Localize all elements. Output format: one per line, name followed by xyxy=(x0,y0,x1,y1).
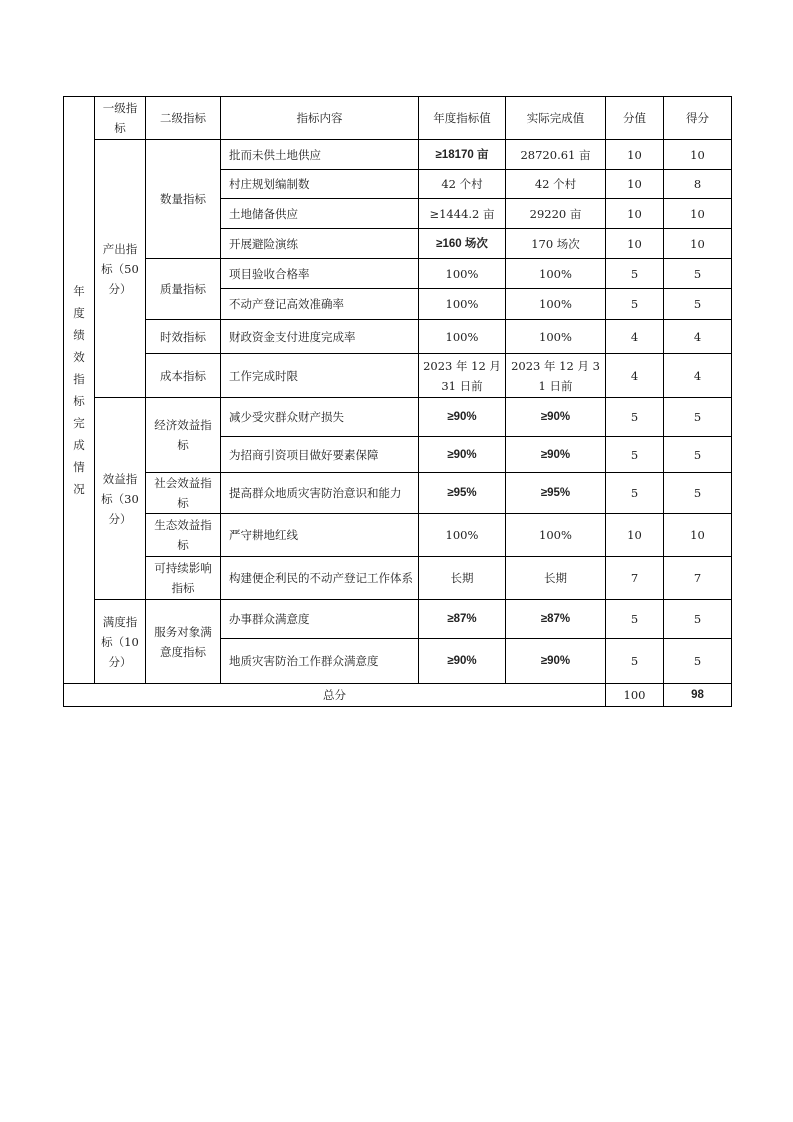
table-row xyxy=(64,473,732,514)
score-value: 5 xyxy=(606,289,664,320)
got-value: 5 xyxy=(664,473,732,514)
score-value: 10 xyxy=(606,514,664,557)
level2-indicator: 服务对象满意度指标 xyxy=(146,600,221,684)
score-value: 10 xyxy=(606,229,664,259)
level2-indicator: 社会效益指标 xyxy=(146,473,221,514)
target-value: ≥1444.2 亩 xyxy=(419,199,506,229)
total-label: 总分 xyxy=(64,684,606,707)
score-value: 10 xyxy=(606,199,664,229)
score-header: 分值 xyxy=(606,97,664,140)
score-value: 7 xyxy=(606,557,664,600)
got-value: 5 xyxy=(664,639,732,684)
got-value: 5 xyxy=(664,437,732,473)
target-value: 长期 xyxy=(419,557,506,600)
content-header: 指标内容 xyxy=(221,97,419,140)
got-value: 8 xyxy=(664,170,732,199)
actual-value: 100% xyxy=(506,320,606,354)
level1-indicator: 效益指标（30分） xyxy=(95,398,146,600)
target-value: ≥160 场次 xyxy=(419,229,506,259)
target-value: ≥18170 亩 xyxy=(419,140,506,170)
target-value: 100% xyxy=(419,259,506,289)
table-row xyxy=(64,140,732,170)
table-row xyxy=(64,557,732,600)
actual-value: ≥87% xyxy=(506,600,606,639)
level2-indicator: 时效指标 xyxy=(146,320,221,354)
actual-value: 2023 年 12 月 31 日前 xyxy=(506,354,606,398)
table-row xyxy=(64,398,732,437)
table-row xyxy=(64,320,732,354)
got-value: 7 xyxy=(664,557,732,600)
score-value: 5 xyxy=(606,259,664,289)
level2-indicator: 数量指标 xyxy=(146,140,221,259)
header-row xyxy=(64,97,732,140)
got-value: 5 xyxy=(664,259,732,289)
indicator-content: 土地储备供应 xyxy=(221,199,419,229)
performance-table xyxy=(63,96,732,707)
score-value: 5 xyxy=(606,437,664,473)
total-got: 98 xyxy=(664,684,732,707)
target-value: ≥90% xyxy=(419,398,506,437)
score-value: 5 xyxy=(606,398,664,437)
got-value: 4 xyxy=(664,320,732,354)
indicator-content: 项目验收合格率 xyxy=(221,259,419,289)
got-value: 10 xyxy=(664,140,732,170)
table-row xyxy=(64,354,732,398)
indicator-content: 开展避险演练 xyxy=(221,229,419,259)
target-value: 2023 年 12 月 31 日前 xyxy=(419,354,506,398)
got-value: 5 xyxy=(664,600,732,639)
indicator-content: 村庄规划编制数 xyxy=(221,170,419,199)
actual-header: 实际完成值 xyxy=(506,97,606,140)
actual-value: 长期 xyxy=(506,557,606,600)
target-header: 年度指标值 xyxy=(419,97,506,140)
level2-indicator: 质量指标 xyxy=(146,259,221,320)
indicator-content: 不动产登记高效准确率 xyxy=(221,289,419,320)
score-value: 10 xyxy=(606,140,664,170)
got-value: 5 xyxy=(664,289,732,320)
indicator-content: 工作完成时限 xyxy=(221,354,419,398)
indicator-content: 批而未供土地供应 xyxy=(221,140,419,170)
target-value: 42 个村 xyxy=(419,170,506,199)
indicator-content: 减少受灾群众财产损失 xyxy=(221,398,419,437)
target-value: 100% xyxy=(419,320,506,354)
actual-value: 170 场次 xyxy=(506,229,606,259)
table-row xyxy=(64,514,732,557)
actual-value: 100% xyxy=(506,289,606,320)
actual-value: 29220 亩 xyxy=(506,199,606,229)
indicator-content: 为招商引资项目做好要素保障 xyxy=(221,437,419,473)
section-label: 年度绩效指标完成情况 xyxy=(64,97,95,684)
total-row xyxy=(64,684,732,707)
actual-value: 28720.61 亩 xyxy=(506,140,606,170)
actual-value: ≥90% xyxy=(506,398,606,437)
got-value: 5 xyxy=(664,398,732,437)
level2-header: 二级指标 xyxy=(146,97,221,140)
level2-indicator: 成本指标 xyxy=(146,354,221,398)
target-value: ≥95% xyxy=(419,473,506,514)
got-value: 10 xyxy=(664,514,732,557)
level2-indicator: 可持续影响指标 xyxy=(146,557,221,600)
target-value: ≥90% xyxy=(419,639,506,684)
level2-indicator: 经济效益指标 xyxy=(146,398,221,473)
actual-value: ≥95% xyxy=(506,473,606,514)
got-value: 10 xyxy=(664,199,732,229)
indicator-content: 提高群众地质灾害防治意识和能力 xyxy=(221,473,419,514)
target-value: ≥90% xyxy=(419,437,506,473)
got-value: 4 xyxy=(664,354,732,398)
indicator-content: 构建便企利民的不动产登记工作体系 xyxy=(221,557,419,600)
level2-indicator: 生态效益指标 xyxy=(146,514,221,557)
level1-indicator: 产出指标（50分） xyxy=(95,140,146,398)
target-value: ≥87% xyxy=(419,600,506,639)
table-row xyxy=(64,259,732,289)
actual-value: 100% xyxy=(506,259,606,289)
got-value: 10 xyxy=(664,229,732,259)
score-value: 4 xyxy=(606,320,664,354)
indicator-content: 办事群众满意度 xyxy=(221,600,419,639)
target-value: 100% xyxy=(419,289,506,320)
indicator-content: 财政资金支付进度完成率 xyxy=(221,320,419,354)
indicator-content: 严守耕地红线 xyxy=(221,514,419,557)
actual-value: ≥90% xyxy=(506,639,606,684)
actual-value: 42 个村 xyxy=(506,170,606,199)
score-value: 4 xyxy=(606,354,664,398)
score-value: 10 xyxy=(606,170,664,199)
table-row xyxy=(64,600,732,639)
got-header: 得分 xyxy=(664,97,732,140)
level1-indicator: 满度指标（10分） xyxy=(95,600,146,684)
total-score: 100 xyxy=(606,684,664,707)
score-value: 5 xyxy=(606,639,664,684)
score-value: 5 xyxy=(606,473,664,514)
score-value: 5 xyxy=(606,600,664,639)
indicator-content: 地质灾害防治工作群众满意度 xyxy=(221,639,419,684)
actual-value: 100% xyxy=(506,514,606,557)
target-value: 100% xyxy=(419,514,506,557)
actual-value: ≥90% xyxy=(506,437,606,473)
level1-header: 一级指标 xyxy=(95,97,146,140)
